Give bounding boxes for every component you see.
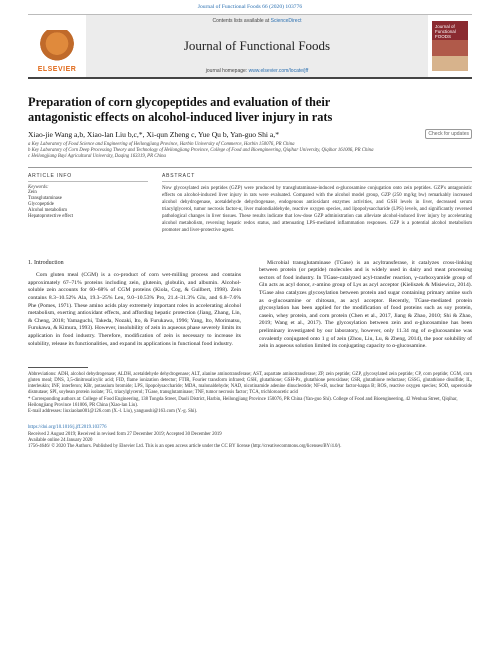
abbreviations-footnote: Abbreviations: ADH, alcohol dehydrogenase; ALDH, acetaldehyde dehydrogenase; ALT, alanine aminotransferase; AST, aspartate aminotransferase; ZP, zein peptide; GZP, glycosylated zein peptide; CP, corn peptide; CGM, corn gluten meal; DNS, 3,5-dinitrosalicylic acid; FID, flame ionization detector; FTIR, Fourier transform infrared; GSH, glutathione; GSH-Px, glutathione peroxidase; GSR, glutathione reductase; GSSG, glutathione disulfide; IL, interleukin; INF, interferon; KBr, potassium bromide; LPS, lipopolysaccharide; MDA, malonaldehyde; NAD, nicotinamide adenine dinucleotide; NF-κB, nuclear factor-kappa B; ROS, reactive oxygen species; SOD, superoxide dismutase; SPI, soybean protein isolate; TG, triacylglycerol; TGase, transglutaminase; TNF, tumor necrosis factor; TCA, trichloroacetic acid bbox=[28, 371, 472, 396]
affiliation-b: b Key Laboratory of Corn Deep Processing Theory and Technology of Heilongjiang Province, College of Food and Bioengineering, Qiqihar University, Qiqihar 161006, PR China bbox=[28, 148, 374, 154]
divider bbox=[28, 167, 472, 168]
paragraph: Corn gluten meal (CGM) is a co-product of corn wet-milling process and contains approximately 67–71% proteins including zein, glutenin, globulin, and albumin. Alcohol-soluble zein accounts for 60–68% of CGM proteins (Kiola, Cog, & Guilbert, 1998). Zein contains 8.3–10.52% Ala, 19.3–25% Leu, 9.0–10.53% Pro, 21.4–31.3% Glu, and 6.8–7.6% Phe (Pomes, 1971). These amino acids play extremely important roles in accelerating alcohol metabolism, exerting antioxidant effects, and affording hepatic protection (Jiang, Zhang, Lin, & Cheng, 2018; Yamaguchi, Takeda, Nozaki, Ito, & Furukawa, 1996; Yang, Ito, Morimatsu, Furukawa, & Kimura, 1993). However, insolubility of zein in aqueous phase severely limits its application in food industry. Therefore, modification of zein is necessary to increase its solubility, release its functionalities, and expand its applications in functional food industry. bbox=[28, 272, 241, 347]
doi-link[interactable]: https://doi.org/10.1016/j.jff.2019.103776 bbox=[28, 425, 107, 431]
affiliation-c: c Heilongjiang Bayi Agricultural University, Daqing 163319, PR China bbox=[28, 154, 166, 160]
abstract-heading: ABSTRACT bbox=[162, 173, 472, 182]
elsevier-tree-icon bbox=[38, 30, 76, 64]
keyword: Alcohol metabolism bbox=[28, 207, 68, 213]
info-abstract-block bbox=[28, 173, 472, 234]
article-meta bbox=[28, 425, 472, 451]
keyword: Hepatoprotective effect bbox=[28, 213, 74, 219]
masthead-center bbox=[86, 15, 428, 77]
contents-prefix: Contents lists available at bbox=[212, 18, 271, 24]
corresponding-footnote: * Corresponding authors at: College of Food Engineering, 138 Tongda Street, Daoli District, Harbin, Heilongjiang Province 150076, PR China (Yan-guo Shi). College of Food and Bioengineering, 42 Wenhua Street, Qiqihar, Heilongjiang Province 161006, PR China (Xiao-lan Liu). bbox=[28, 396, 458, 408]
check-for-updates-button[interactable]: Check for updates bbox=[425, 129, 472, 139]
available-online: Available online 24 January 2020 bbox=[28, 437, 93, 443]
homepage-prefix: journal homepage: bbox=[205, 68, 249, 74]
license-text: 1756-4646/ © 2020 The Authors. Published by Elsevier Ltd. This is an open access article under the CC BY license (http://creativecommons.org/licenses/BY/4.0/). bbox=[28, 444, 342, 450]
keyword: Glycopeptide bbox=[28, 201, 54, 207]
abstract-text: Now glycosylated zein peptides (GZP) were produced by transglutaminase-induced α-glucosamine conjugation onto zein peptides. GZP's antagonistic effects on alcohol-induced liver injury in rats were evaluated. Compared with the alcohol model group, GZP (250 mg/kg bw) remarkably increased alcohol dehydrogenase, acetaldehyde dehydrogenase, endogenous antioxidant enzymes activities, and GSH levels in liver, decreased serum triacylglycerol, tumor necrosis factor-α, liver malondialdehyde, reactive oxygen species, and lipopolysaccharide (LPS) levels, and significantly reversed pathological changes in liver tissues. These results indicate that low-dose GZP administration can alleviate alcohol-induced liver injury by accelerating alcohol metabolism, reversing hepatic redox status, and attenuating LPS-mediated inflammation responses. GZP is a potential alcohol metabolism promoter and liver-protective agent. bbox=[162, 185, 472, 233]
article-info bbox=[28, 173, 148, 234]
section-heading: 1. Introduction bbox=[28, 259, 64, 266]
abstract bbox=[162, 173, 472, 234]
keywords-label: Keywords: bbox=[28, 184, 49, 190]
elsevier-logo[interactable] bbox=[28, 15, 86, 77]
journal-name: Journal of Functional Foods bbox=[183, 38, 331, 53]
email-footnote[interactable]: E-mail addresses: liuxiaolan001@126.com (X.-l. Liu), yanguoshi@163.com (Y.-g. Shi). bbox=[28, 408, 198, 414]
footnote-divider bbox=[28, 367, 88, 368]
journal-reference[interactable]: Journal of Functional Foods 66 (2020) 103776 bbox=[197, 4, 303, 10]
sciencedirect-link[interactable]: ScienceDirect bbox=[270, 18, 302, 24]
body-columns bbox=[28, 260, 472, 351]
journal-cover[interactable] bbox=[428, 15, 472, 77]
keyword: Zein bbox=[28, 189, 37, 195]
homepage-line bbox=[206, 68, 308, 74]
right-column bbox=[259, 260, 472, 351]
keyword: Transglutaminase bbox=[28, 195, 62, 201]
affiliation-a: a Key Laboratory of Food Science and Engineering of Heilongjiang Province, Harbin University of Commerce, Harbin 150076, PR China bbox=[28, 142, 295, 147]
homepage-link[interactable]: www.elsevier.com/locate/jff bbox=[248, 68, 309, 74]
left-column bbox=[28, 260, 241, 351]
authors[interactable]: Xiao-jie Wang a,b, Xiao-lan Liu b,c,*, Xi-qun Zheng c, Yue Qu b, Yan-guo Shi a,* bbox=[28, 129, 279, 139]
publisher-name: ELSEVIER bbox=[37, 66, 77, 73]
author-line bbox=[28, 129, 472, 139]
article-info-heading: ARTICLE INFO bbox=[28, 173, 148, 182]
article-title: Preparation of corn glycopeptides and evaluation of their antagonistic effects on alcohol-induced liver injury in rats bbox=[28, 95, 333, 124]
journal-masthead bbox=[28, 14, 472, 79]
cover-image: Journal of Functional FOODS bbox=[432, 21, 468, 71]
paragraph: Microbial transglutaminase (TGase) is an acyltransferase, it catalyzes cross-linking between protein (or peptide) molecules and is widely used in dairy and meat processing sectors of food industry. In TGase-catalyzed acyl-transfer reaction, γ-carboxyamide group of Gln acts as acyl donor, ε-amino group of Lys as acyl acceptor (Kieliszek & Misiewicz, 2014). TGase also catalyzes glycosylation between protein and sugar containing primary amine such as α-glucosamine or chitosan, as acyl acceptor. Recently, TGase-mediated protein glycosylation has been applied for the modification of food proteins such as soy protein, casein, whey protein, and corn protein (Chen et al., 2017, Jiang & Zhao, 2010; Shi & Zhao, 2019; Wang et al., 2017). The glycosylation between zein and α-glucosamine has been preliminary investigated by our laboratory, however, only 11.34 mg of α-glucosamine was covalently conjugated onto 1 g of zein (Zhou, Liu, Lu, & Zheng, 2014), the poor solubility of zein in aqueous solution limited its conjugating capacity to α-glucosamine. bbox=[259, 259, 472, 350]
received-dates: Received 2 August 2019; Received in revised form 27 December 2019; Accepted 30 December 2019 bbox=[28, 431, 222, 437]
contents-line bbox=[213, 18, 302, 24]
